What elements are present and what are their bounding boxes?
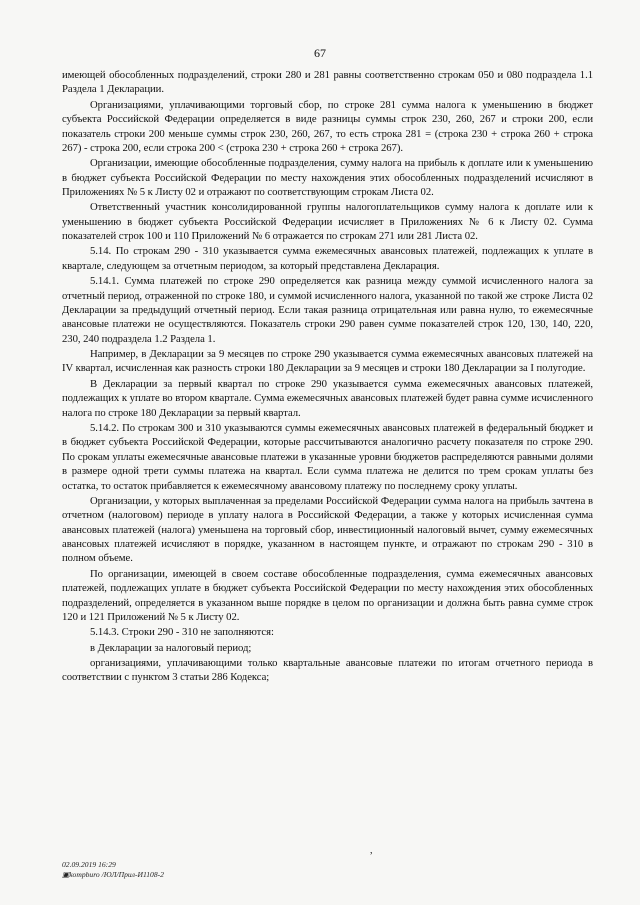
footer-file-name: kompburo /ЮЛ/Прил-И1108-2 [69, 870, 164, 879]
paragraph: 5.14.3. Строки 290 - 310 не заполняются: [90, 626, 274, 639]
document-body [62, 68, 593, 686]
paragraph: имеющей обособленных подразделений, строки 280 и 281 равны соответственно строкам 050 и 080 подраздела 1.1 Раздела 1 Декларации. [62, 69, 593, 96]
paragraph: 5.14. По строкам 290 - 310 указывается сумма ежемесячных авансовых платежей, подлежащих к уплате в квартале, следующем за отчетным периодом, за который представлена Декларация. [62, 245, 593, 272]
paragraph: Организации, имеющие обособленные подразделения, сумму налога на прибыль к доплате или к уменьшению в бюджет субъекта Российской Федерации по месту нахождения этих обособленных подразделений исчисляют в Приложениях № 5 к Листу 02 и отражают по соответствующим строкам Листа 02. [62, 157, 593, 199]
footer [62, 860, 164, 880]
paragraph: В Декларации за первый квартал по строке 290 указывается сумма ежемесячных авансовых платежей, подлежащих к уплате во втором квартале. Сумма ежемесячных авансовых платежей будет равна сумме исчисленного налога по строке 180 Декларации за первый квартал. [62, 377, 593, 419]
paragraph: 5.14.1. Сумма платежей по строке 290 определяется как разница между суммой исчисленного налога за отчетный период, отраженной по строке 180, и суммой исчисленного налога, указанной по такой же строке Листа 02 Декларации за предыдущий отчетный период. Если такая разница отрицательная или равна нулю, то ежемесячные авансовые платежи не осуществляются. Показатель строки 290 равен сумме показателей строк 120, 130, 140, 220, 230, 240 подраздела 1.2 Раздела 1. [62, 275, 593, 345]
scan-speck: , [370, 845, 373, 856]
paragraph: организациями, уплачивающими только квартальные авансовые платежи по итогам отчетного периода в соответствии с пунктом 3 статьи 286 Кодекса; [62, 656, 593, 684]
file-icon: ▣ [62, 870, 70, 879]
footer-date: 02.09.2019 16:29 [62, 860, 116, 869]
footer-file [62, 870, 164, 880]
paragraph: По организации, имеющей в своем составе обособленные подразделения, сумма ежемесячных авансовых платежей, подлежащих уплате в бюджет субъекта Российской Федерации по месту нахождения этих обособленных подразделений, определяется в указанном выше порядке в целом по организации и должна быть равна сумме строк 120 и 121 Приложений № 5 к Листу 02. [62, 567, 593, 623]
paragraph: Ответственный участник консолидированной группы налогоплательщиков сумму налога к доплате или к уменьшению в бюджет субъекта Российской Федерации исчисляет в Приложениях № 6 к Листу 02. Сумма показателей строк 100 и 110 Приложений № 6 отражается по строкам 271 или 281 Листа 02. [62, 201, 593, 243]
paragraph: Например, в Декларации за 9 месяцев по строке 290 указывается сумма ежемесячных авансовых платежей на IV квартал, исчисленная как разность строки 180 Декларации за 9 месяцев и строки 180 Декларации за I полугодие. [62, 348, 593, 375]
paragraph: Организации, у которых выплаченная за пределами Российской Федерации сумма налога на прибыль зачтена в отчетном (налоговом) периоде в уплату налога в Российской Федерации, а также у которых исчисленная сумма авансовых платежей (налога) уменьшена на торговый сбор, инвестиционный налоговый вычет, сумму ежемесячных авансовых платежей исчисляют в порядке, указанном в настоящем пункте, и отражают по строкам 290 - 310 в полном объеме. [62, 494, 593, 565]
paragraph: в Декларации за налоговый период; [90, 641, 252, 654]
page-number: 67 [314, 46, 326, 60]
paragraph: Организациями, уплачивающими торговый сбор, по строке 281 сумма налога к уменьшению в бюджет субъекта Российской Федерации определяется в виде разницы суммы строк 230, 260, 267 и строки 200, если показатель строки 200 меньше суммы строк 230, 260, 267, то есть строка 281 = (строка 230 + строка 260 + строка 267) - строка 200, если строка 200 < (строка 230 + строка 260 + строка 267). [62, 98, 593, 154]
paragraph: 5.14.2. По строкам 300 и 310 указываются суммы ежемесячных авансовых платежей в федеральный бюджет и в бюджет субъекта Российской Федерации, которые рассчитываются аналогично расчету показателя по строке 290. По срокам уплаты ежемесячные авансовые платежи в указанные уровни бюджетов распределяются равными долями в размере одной трети суммы платежа на квартал. Если сумма платежа не делится по трем срокам уплаты без остатка, то остаток прибавляется к ежемесячному авансовому платежу по последнему сроку уплаты. [62, 421, 593, 492]
